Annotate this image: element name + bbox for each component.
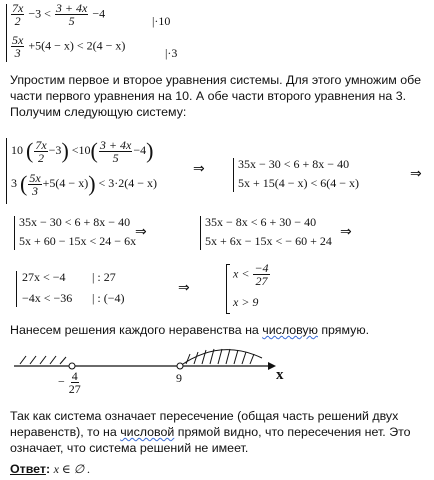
system6-row1-divisor: | : 27 <box>92 270 116 284</box>
system4-brace <box>14 216 15 250</box>
system2-row2: 3 ( $\frac{5x}{3}$ +5(4 − x)) < 3·2(4 − x) <box>11 170 158 198</box>
system1-row2: $\frac{5x}{3}$ +5(4 − x) < 2(4 − x) <box>12 33 126 60</box>
system1-row1: $\frac{7x}{2}$ −3 < $\frac{3 + 4x}{5}$ −4 <box>12 1 106 28</box>
arrow-3: ⇒ <box>135 224 147 240</box>
answer-value: x ∈ ∅ . <box>53 462 91 476</box>
system1-brace <box>6 4 7 62</box>
system4-row2: 5x + 60 − 15x < 24 − 6x <box>19 234 137 248</box>
point-9 <box>177 363 183 369</box>
system6-row1: 27x < −4 <box>22 270 66 284</box>
system7-row2: x > 9 <box>233 295 259 309</box>
arrow-5: ⇒ <box>178 280 190 296</box>
system6-row2: −4x < −36 <box>22 291 73 305</box>
intro-paragraph: Упростим первое и второе уравнения системы. Для этого умножим обе части первого уравнения на 10. А обе части второго уравнения на 3. Получим следующую систему: <box>10 73 421 119</box>
tick-label-minus-4-27: − $\frac{4}{27}$ <box>58 369 81 396</box>
arrow-2: ⇒ <box>410 166 422 182</box>
system2-brace <box>6 138 7 204</box>
answer-line: Ответ: x ∈ ∅ . <box>10 462 91 476</box>
answer-label: Ответ <box>10 462 46 476</box>
system5-row2: 5x + 6x − 15x < − 60 + 24 <box>205 234 332 248</box>
system7-row1: x < $\frac{-4}{27}$ <box>233 261 269 288</box>
system3-row2: 5x + 15(4 − x) < 6(4 − x) <box>238 176 360 190</box>
system2-row1: 10 ( $\frac{7x}{2}$ −3) <10( $\frac{3 + 4x}{5}$ −4) <box>11 137 154 165</box>
system1-row1-multiplier: |·10 <box>152 14 171 28</box>
system1-row2-multiplier: |·3 <box>165 46 178 60</box>
hatching-left <box>20 356 66 364</box>
axis-label-x: x <box>276 367 284 383</box>
system4-row1: 35x − 30 < 6 + 8x − 40 <box>19 215 131 229</box>
system6-row2-divisor: | : (−4) <box>92 291 125 305</box>
arrow-1: ⇒ <box>193 161 205 177</box>
conclusion-paragraph: Так как система означает пересечение (общая часть решений двух неравенств), то на числовой прямой видно, что пересечения нет. Это означает, что система решений не имеет. <box>10 409 411 455</box>
arrow-4: ⇒ <box>340 224 352 240</box>
numberline-sentence: Нанесем решения каждого неравенства на числовую прямую. <box>10 323 370 337</box>
system3-row1: 35x − 30 < 6 + 8x − 40 <box>238 157 350 171</box>
system3-brace <box>233 158 234 192</box>
system7-bracket <box>226 264 230 314</box>
tick-label-9: 9 <box>176 371 182 385</box>
system6-brace <box>16 271 17 307</box>
system5-row1: 35x − 8x < 6 + 30 − 40 <box>205 215 317 229</box>
system5-brace <box>200 216 201 250</box>
axis-arrowhead <box>268 362 276 370</box>
